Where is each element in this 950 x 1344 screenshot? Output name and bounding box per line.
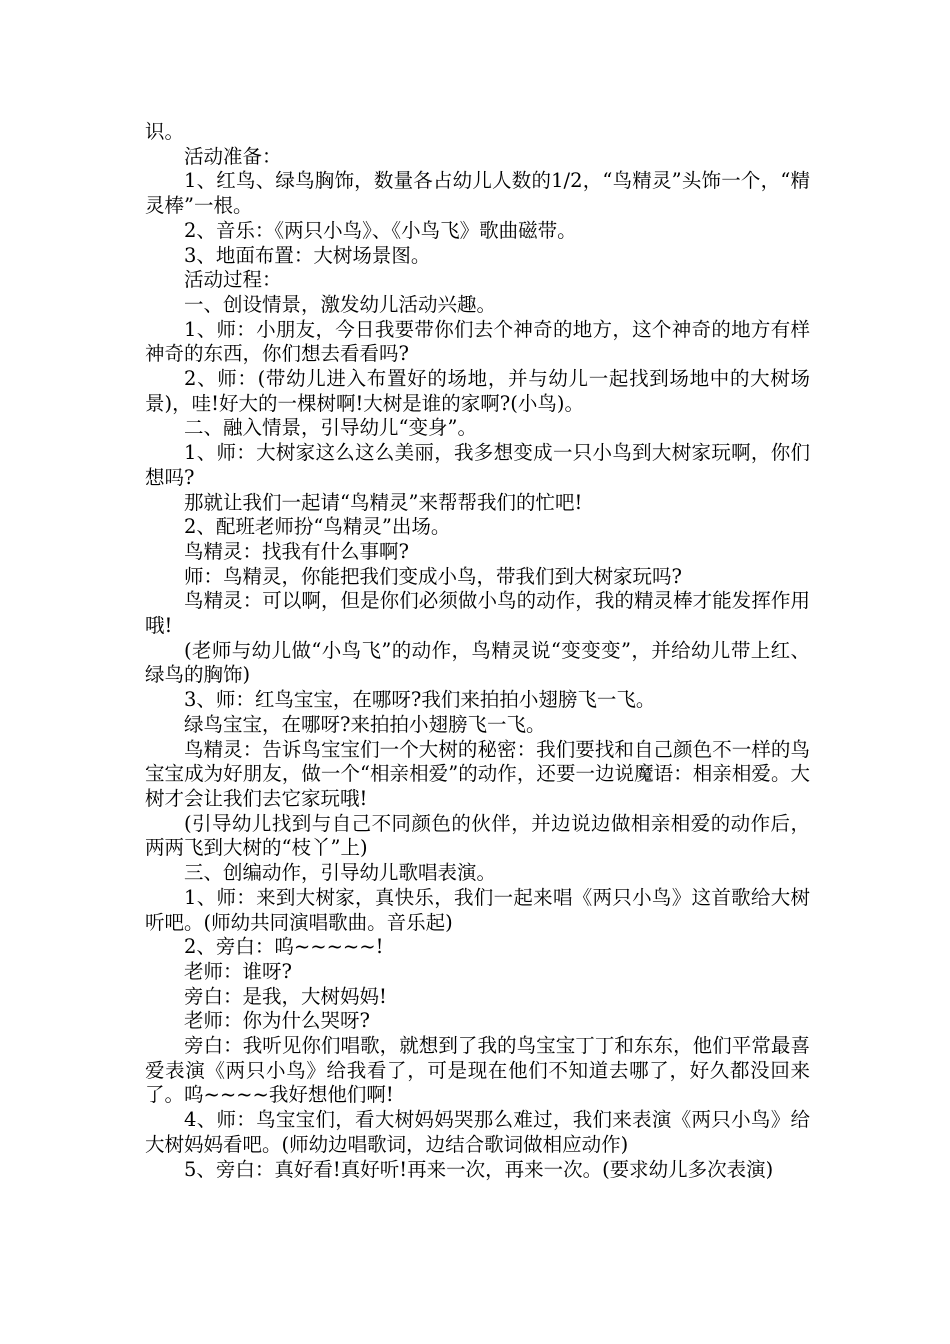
paragraph: 二、融入情景，引导幼儿“变身”。 (184, 416, 477, 440)
paragraph: 那就让我们一起请“鸟精灵”来帮帮我们的忙吧! (184, 490, 583, 514)
paragraph: 旁白：我听见你们唱歌，就想到了我的鸟宝宝丁丁和东东，他们平常最喜爱表演《两只小鸟》给我看了，可是现在他们不知道去哪了，好久都没回来了。呜~~~~我好想他们啊! (145, 1034, 810, 1107)
paragraph: 2、师：(带幼儿进入布置好的场地，并与幼儿一起找到场地中的大树场景)，哇!好大的一棵树啊!大树是谁的家啊?(小鸟)。 (145, 367, 810, 415)
paragraph: 鸟精灵：告诉鸟宝宝们一个大树的秘密：我们要找和自己颜色不一样的鸟宝宝成为好朋友，做一个“相亲相爱”的动作，还要一边说魔语：相亲相爱。大树才会让我们去它家玩哦! (145, 737, 810, 810)
paragraph: 4、师：鸟宝宝们，看大树妈妈哭那么难过，我们来表演《两只小鸟》给大树妈妈看吧。(师幼边唱歌词，边结合歌词做相应动作) (145, 1108, 810, 1156)
paragraph: 活动准备： (184, 144, 282, 168)
paragraph: 3、师：红鸟宝宝，在哪呀?我们来拍拍小翅膀飞一飞。 (184, 688, 656, 712)
paragraph: 1、师：大树家这么这么美丽，我多想变成一只小鸟到大树家玩啊，你们想吗? (145, 441, 810, 489)
paragraph: 活动过程： (184, 268, 282, 292)
paragraph: 一、创设情景，激发幼儿活动兴趣。 (184, 292, 497, 316)
paragraph: 2、配班老师扮“鸟精灵”出场。 (184, 515, 451, 539)
paragraph: 绿鸟宝宝，在哪呀?来拍拍小翅膀飞一飞。 (184, 712, 546, 736)
paragraph: 三、创编动作，引导幼儿歌唱表演。 (184, 861, 497, 885)
paragraph: 鸟精灵：可以啊，但是你们必须做小鸟的动作，我的精灵棒才能发挥作用哦! (145, 589, 810, 638)
paragraph: 老师：你为什么哭呀? (184, 1009, 370, 1033)
paragraph: 老师：谁呀? (184, 959, 292, 983)
paragraph: 3、地面布置：大树场景图。 (184, 243, 431, 267)
paragraph: 师：鸟精灵，你能把我们变成小鸟，带我们到大树家玩吗? (184, 564, 682, 588)
paragraph: 1、师：小朋友，今日我要带你们去个神奇的地方，这个神奇的地方有样神奇的东西，你们想去看看吗? (145, 317, 810, 366)
paragraph: 鸟精灵：找我有什么事啊? (184, 539, 409, 563)
document-page (145, 120, 810, 1182)
paragraph: 2、旁白：呜~~~~~! (184, 935, 384, 959)
paragraph: 识。 (145, 120, 185, 143)
paragraph: 1、师：来到大树家，真快乐，我们一起来唱《两只小鸟》这首歌给大树听吧。(师幼共同演唱歌曲。音乐起) (145, 885, 810, 934)
paragraph: 5、旁白：真好看!真好听!再来一次，再来一次。(要求幼儿多次表演) (184, 1157, 774, 1181)
paragraph: 1、红鸟、绿鸟胸饰，数量各占幼儿人数的1/2，“鸟精灵”头饰一个，“精灵棒”一根。 (145, 169, 810, 218)
paragraph: 旁白：是我，大树妈妈! (184, 984, 387, 1008)
paragraph: 2、音乐：《两只小鸟》、《小鸟飞》歌曲磁带。 (184, 218, 577, 242)
paragraph: (老师与幼儿做“小鸟飞”的动作，鸟精灵说“变变变”，并给幼儿带上红、绿鸟的胸饰) (145, 638, 810, 687)
paragraph: (引导幼儿找到与自己不同颜色的伙伴，并边说边做相亲相爱的动作后，两两飞到大树的“枝丫”上) (145, 811, 810, 860)
